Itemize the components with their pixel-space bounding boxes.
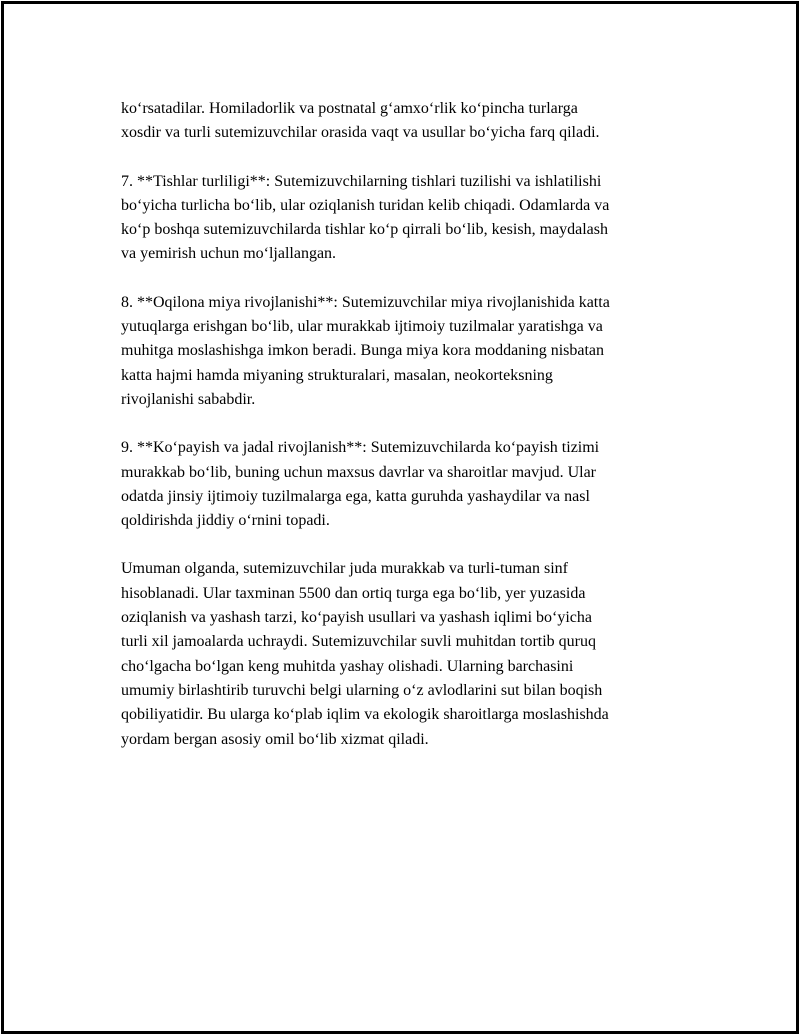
paragraph-conclusion: Umuman olganda, sutemizuvchilar juda murakkab va turli-tuman sinf hisoblanadi. Ular taxminan 5500 dan ortiq turga ega bo‘lib, yer yuzasida oziqlanish va yashash tarzi, ko‘payish usullari va yashash iqlimi bo‘yicha turli xil jamoalarda uchraydi. Sutemizuvchilar suvli muhitdan tortib quruq cho‘lgacha bo‘lgan keng muhitda yashay olishadi. Ularning barchasini umumiy birlashtirib turuvchi belgi ularning o‘z avlodlarini sut bilan boqish qobiliyatidir. Bu ularga ko‘plab iqlim va ekologik sharoitlarga moslashishda yordam bergan asosiy omil bo‘lib xizmat qiladi. bbox=[121, 560, 609, 748]
page-body bbox=[121, 97, 691, 776]
paragraph-continuation: ko‘rsatadilar. Homiladorlik va postnatal g‘amxo‘rlik ko‘pincha turlarga xosdir va turli sutemizuvchilar orasida vaqt va usullar bo‘yicha farq qiladi. bbox=[121, 100, 600, 142]
paragraph-item-7-teeth: 7. **Tishlar turliligi**: Sutemizuvchilarning tishlari tuzilishi va ishlatilishi bo‘yicha turlicha bo‘lib, ular oziqlanish turidan kelib chiqadi. Odamlarda va ko‘p boshqa sutemizuvchilarda tishlar ko‘p qirrali bo‘lib, kesish, maydalash va yemirish uchun mo‘ljallangan. bbox=[121, 172, 610, 263]
paragraph-item-9-reproduction: 9. **Ko‘payish va jadal rivojlanish**: Sutemizuvchilarda ko‘payish tizimi murakkab bo‘lib, buning uchun maxsus davrlar va sharoitlar mavjud. Ular odatda jinsiy ijtimoiy tuzilmalarga ega, katta guruhda yashaydilar va nasl qoldirishda jiddiy o‘rnini topadi. bbox=[121, 439, 600, 530]
page-frame bbox=[1, 1, 799, 1034]
paragraph-item-8-brain: 8. **Oqilona miya rivojlanishi**: Sutemizuvchilar miya rivojlanishida katta yutuqlarga erishgan bo‘lib, ular murakkab ijtimoiy tuzilmalar yaratishga va muhitga moslashishga imkon beradi. Bunga miya kora moddaning nisbatan katta hajmi hamda miyaning strukturalari, masalan, neokorteksning rivojlanishi sababdir. bbox=[121, 293, 610, 408]
